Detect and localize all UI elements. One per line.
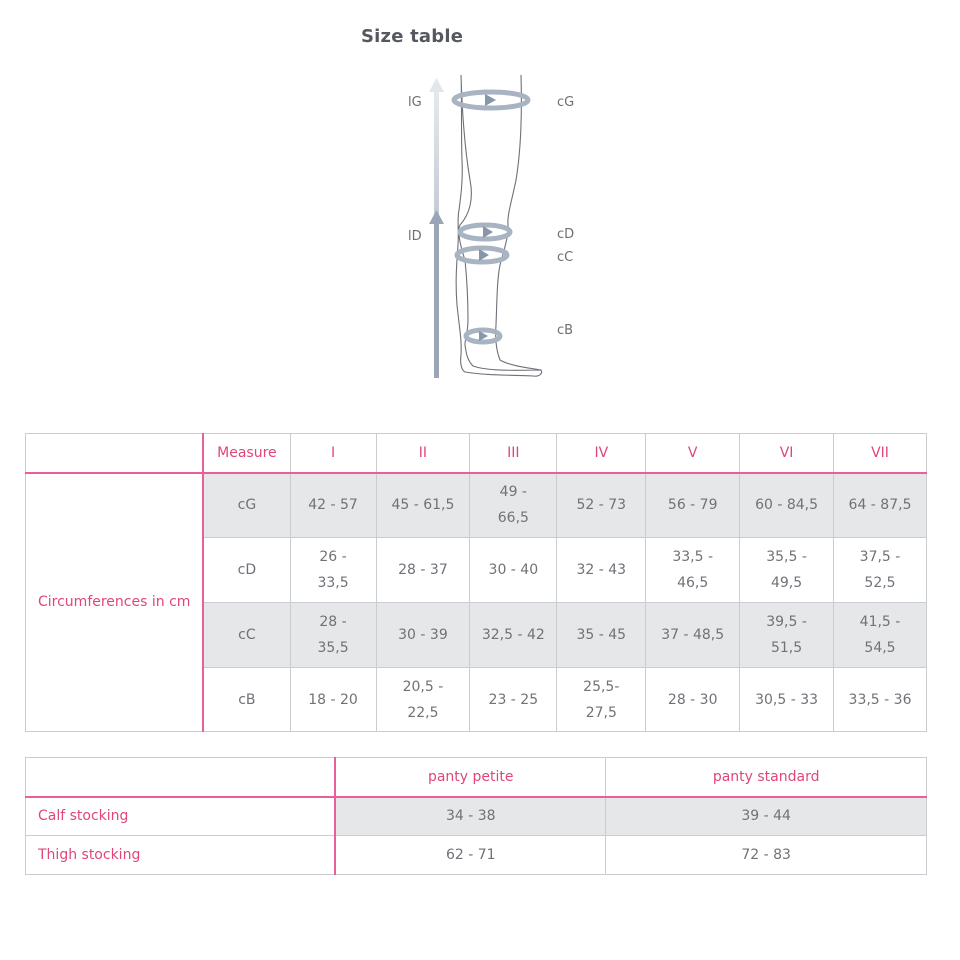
value-cell: 56 - 79 <box>646 473 740 538</box>
leg-outline-outer <box>496 75 541 370</box>
size-header-row <box>26 434 927 473</box>
size-header: IV <box>557 434 646 473</box>
label-lG: lG <box>408 95 422 110</box>
arrow-head-lD <box>429 210 444 224</box>
value-cell: 45 - 61,5 <box>376 473 470 538</box>
value-cell: 42 - 57 <box>290 473 376 538</box>
value-cell: 20,5 - 22,5 <box>376 668 470 732</box>
circumference-band-cD <box>460 225 510 239</box>
row-label: Calf stocking <box>26 797 336 836</box>
value-cell: 28 - 35,5 <box>290 603 376 668</box>
label-lD: lD <box>408 229 422 244</box>
circumference-band-cC <box>457 248 507 262</box>
group-label: Circumferences in cm <box>26 473 204 732</box>
panty-header: panty petite <box>335 758 606 797</box>
value-cell: 30 - 40 <box>470 538 557 603</box>
value-cell: 72 - 83 <box>606 836 927 875</box>
size-header: II <box>376 434 470 473</box>
value-cell: 35 - 45 <box>557 603 646 668</box>
value-cell: 41,5 - 54,5 <box>834 603 927 668</box>
value-cell: 64 - 87,5 <box>834 473 927 538</box>
measure-cell: cG <box>203 473 290 538</box>
value-cell: 30 - 39 <box>376 603 470 668</box>
table-row <box>26 473 927 538</box>
length-arrow-lD <box>434 220 439 378</box>
measure-cell: cD <box>203 538 290 603</box>
value-cell: 32,5 - 42 <box>470 603 557 668</box>
value-cell: 52 - 73 <box>557 473 646 538</box>
row-label: Thigh stocking <box>26 836 336 875</box>
measure-cell: cB <box>203 668 290 732</box>
size-header: VI <box>740 434 834 473</box>
value-cell: 28 - 30 <box>646 668 740 732</box>
value-cell: 34 - 38 <box>335 797 606 836</box>
value-cell: 33,5 - 36 <box>834 668 927 732</box>
value-cell: 18 - 20 <box>290 668 376 732</box>
value-cell: 49 - 66,5 <box>470 473 557 538</box>
value-cell: 30,5 - 33 <box>740 668 834 732</box>
label-cD: cD <box>557 227 575 242</box>
value-cell: 37,5 - 52,5 <box>834 538 927 603</box>
value-cell: 23 - 25 <box>470 668 557 732</box>
value-cell: 39,5 - 51,5 <box>740 603 834 668</box>
circumference-band-cG <box>454 92 528 108</box>
value-cell: 25,5- 27,5 <box>557 668 646 732</box>
label-cC: cC <box>557 250 574 265</box>
value-cell: 28 - 37 <box>376 538 470 603</box>
label-cB: cB <box>557 323 574 338</box>
value-cell: 35,5 - 49,5 <box>740 538 834 603</box>
value-cell: 32 - 43 <box>557 538 646 603</box>
size-header: III <box>470 434 557 473</box>
table-row <box>26 836 927 875</box>
measure-header: Measure <box>203 434 290 473</box>
empty-header-cell <box>26 758 336 797</box>
size-header: I <box>290 434 376 473</box>
value-cell: 33,5 - 46,5 <box>646 538 740 603</box>
panty-header: panty standard <box>606 758 927 797</box>
panty-header-row <box>26 758 927 797</box>
size-header: V <box>646 434 740 473</box>
value-cell: 39 - 44 <box>606 797 927 836</box>
value-cell: 60 - 84,5 <box>740 473 834 538</box>
value-cell: 62 - 71 <box>335 836 606 875</box>
measure-cell: cC <box>203 603 290 668</box>
empty-header-cell <box>26 434 204 473</box>
panty-table <box>25 757 927 875</box>
table-row <box>26 797 927 836</box>
value-cell: 26 - 33,5 <box>290 538 376 603</box>
label-cG: cG <box>557 95 575 110</box>
size-header: VII <box>834 434 927 473</box>
page-title: Size table <box>361 26 464 47</box>
value-cell: 37 - 48,5 <box>646 603 740 668</box>
size-table <box>25 433 927 732</box>
arrow-head-lG <box>429 78 444 92</box>
circumference-band-cB <box>466 330 500 342</box>
